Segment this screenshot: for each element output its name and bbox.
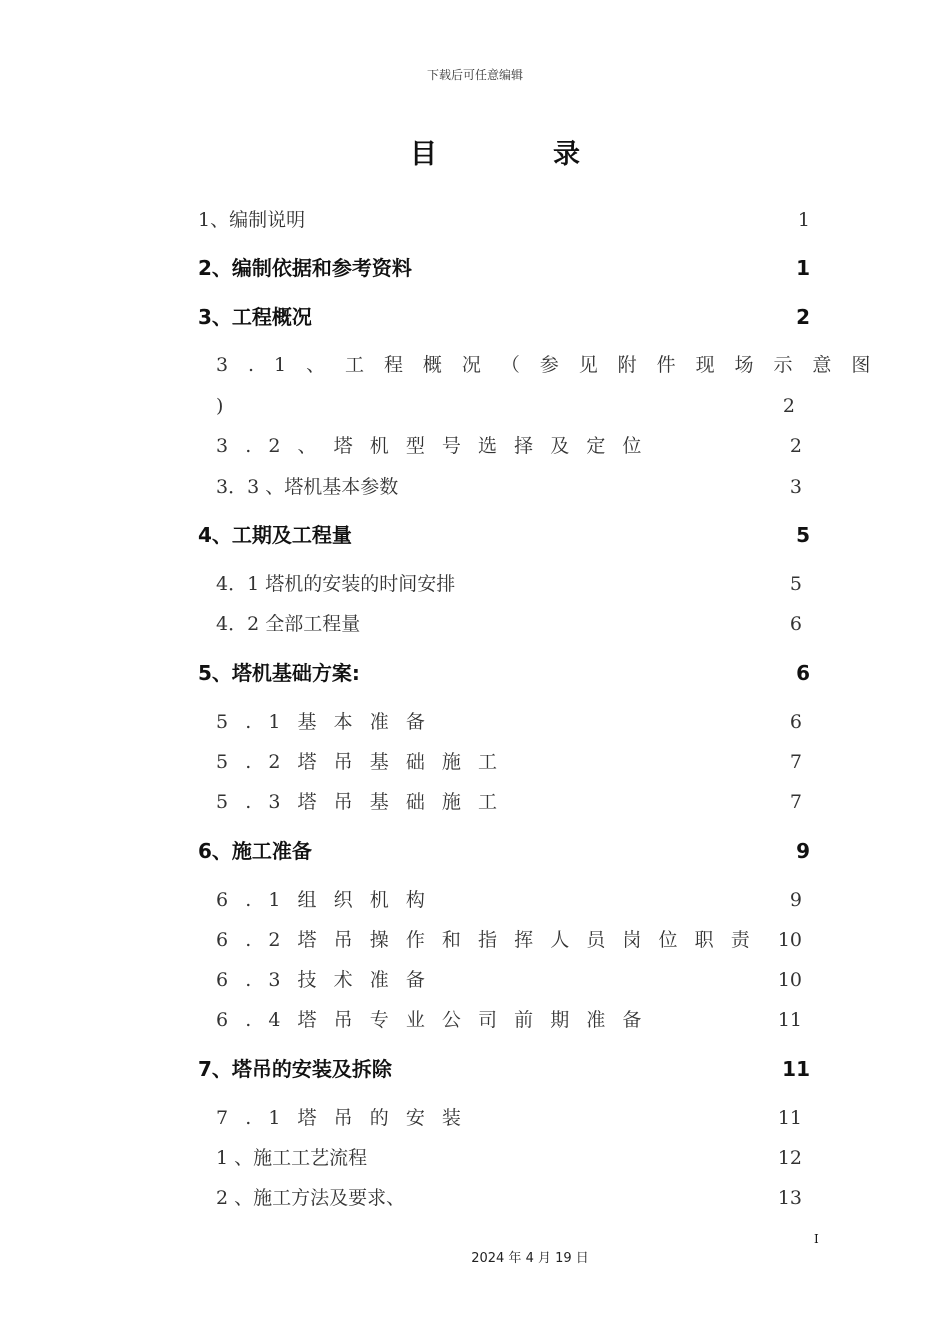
toc-entry-title: 3.2、塔机型号选择及定位 xyxy=(216,435,659,457)
toc-title-char-1: 目 xyxy=(410,139,437,170)
page-number: I xyxy=(814,1232,819,1246)
toc-entry-page: 6 xyxy=(796,661,810,685)
toc-entry[interactable] xyxy=(198,836,810,866)
toc-entry[interactable] xyxy=(198,707,810,737)
toc-entry-page: 9 xyxy=(796,839,810,863)
toc-entry[interactable] xyxy=(198,965,810,995)
toc-entry[interactable] xyxy=(198,925,810,955)
toc-entry[interactable] xyxy=(198,569,810,599)
toc-entry-title: ) xyxy=(216,395,224,417)
toc-entry[interactable] xyxy=(198,472,810,502)
footer-date: 2024 年 4 月 19 日 xyxy=(471,1251,589,1266)
toc-entry-title: 5.3塔吊基础施工 xyxy=(216,791,515,813)
toc-entry-page: 5 xyxy=(796,523,810,547)
toc-entry-page: 12 xyxy=(777,1147,802,1169)
toc-entry-page: 2 xyxy=(796,305,810,329)
toc-entry-page: 10 xyxy=(777,929,802,951)
toc-entry[interactable] xyxy=(198,747,810,777)
toc-title-char-2: 录 xyxy=(553,139,580,170)
toc-entry-page: 2 xyxy=(789,435,802,457)
toc-entry-title: 5.1基本准备 xyxy=(216,711,442,733)
toc-entry-page: 5 xyxy=(789,573,802,595)
toc-entry[interactable] xyxy=(198,205,810,235)
toc-entry-page: 7 xyxy=(789,791,802,813)
toc-entry-title: 4．2 全部工程量 xyxy=(216,613,361,635)
toc-entry-page: 3 xyxy=(789,476,802,498)
header-note: 下载后可任意编辑 xyxy=(426,68,523,82)
toc-entry-page: 13 xyxy=(777,1187,802,1209)
toc-entry[interactable] xyxy=(198,253,810,283)
toc-title xyxy=(410,132,580,171)
toc-entry-page: 10 xyxy=(777,969,802,991)
toc-entry-title: 3．3 、塔机基本参数 xyxy=(216,476,399,498)
toc-entry-page: 11 xyxy=(782,1057,810,1081)
toc-entry-title: 6.1组织机构 xyxy=(216,889,442,911)
toc-entry[interactable] xyxy=(198,1103,810,1133)
toc-entry[interactable] xyxy=(198,787,810,817)
toc-entry[interactable] xyxy=(198,1005,810,1035)
toc-entry-title: 6、施工准备 xyxy=(198,839,312,863)
toc-entry[interactable] xyxy=(198,1183,810,1213)
toc-entry-title: 1 、施工工艺流程 xyxy=(216,1147,368,1169)
toc-entry-title: 7、塔吊的安装及拆除 xyxy=(198,1057,392,1081)
toc-entry-title: 2、编制依据和参考资料 xyxy=(198,256,412,280)
toc-entry-page: 2 xyxy=(782,395,795,417)
toc-entry[interactable] xyxy=(198,391,810,421)
toc-entry-title: 2 、施工方法及要求、 xyxy=(216,1187,406,1209)
toc-entry-title: 6.2塔吊操作和指挥人员岗位职责 xyxy=(216,929,767,951)
toc-entry-page: 1 xyxy=(797,209,810,231)
toc-entry[interactable] xyxy=(198,1143,810,1173)
toc-entry[interactable] xyxy=(198,658,810,688)
toc-entry-page: 6 xyxy=(789,711,802,733)
toc-entry-title: 4．1 塔机的安装的时间安排 xyxy=(216,573,456,595)
toc-entry[interactable] xyxy=(198,1054,810,1084)
toc-entry-page: 1 xyxy=(796,256,810,280)
toc-entry[interactable] xyxy=(198,520,810,550)
toc-entry-page: 11 xyxy=(777,1009,802,1031)
toc-entry[interactable] xyxy=(198,302,810,332)
toc-entry-title: 6.4塔吊专业公司前期准备 xyxy=(216,1009,659,1031)
toc-entry[interactable] xyxy=(198,609,810,639)
toc-entry[interactable] xyxy=(198,350,891,380)
toc-entry-title: 3.1、工程概况（参见附件现场示意图 xyxy=(216,354,891,376)
toc-entry-title: 7.1塔吊的安装 xyxy=(216,1107,479,1129)
toc-entry-title: 4、工期及工程量 xyxy=(198,523,352,547)
toc-entry-title: 5、塔机基础方案: xyxy=(198,661,360,685)
toc-entry-title: 3、工程概况 xyxy=(198,305,312,329)
toc-entry-page: 11 xyxy=(777,1107,802,1129)
toc-entry-title: 1、编制说明 xyxy=(198,209,306,231)
toc-entry-page: 7 xyxy=(789,751,802,773)
toc-entry-page: 9 xyxy=(789,889,802,911)
toc-entry-title: 6.3技术准备 xyxy=(216,969,442,991)
toc-entry-title: 5.2塔吊基础施工 xyxy=(216,751,515,773)
toc-entry[interactable] xyxy=(198,885,810,915)
toc-entry-page: 6 xyxy=(789,613,802,635)
toc-entry[interactable] xyxy=(198,431,810,461)
